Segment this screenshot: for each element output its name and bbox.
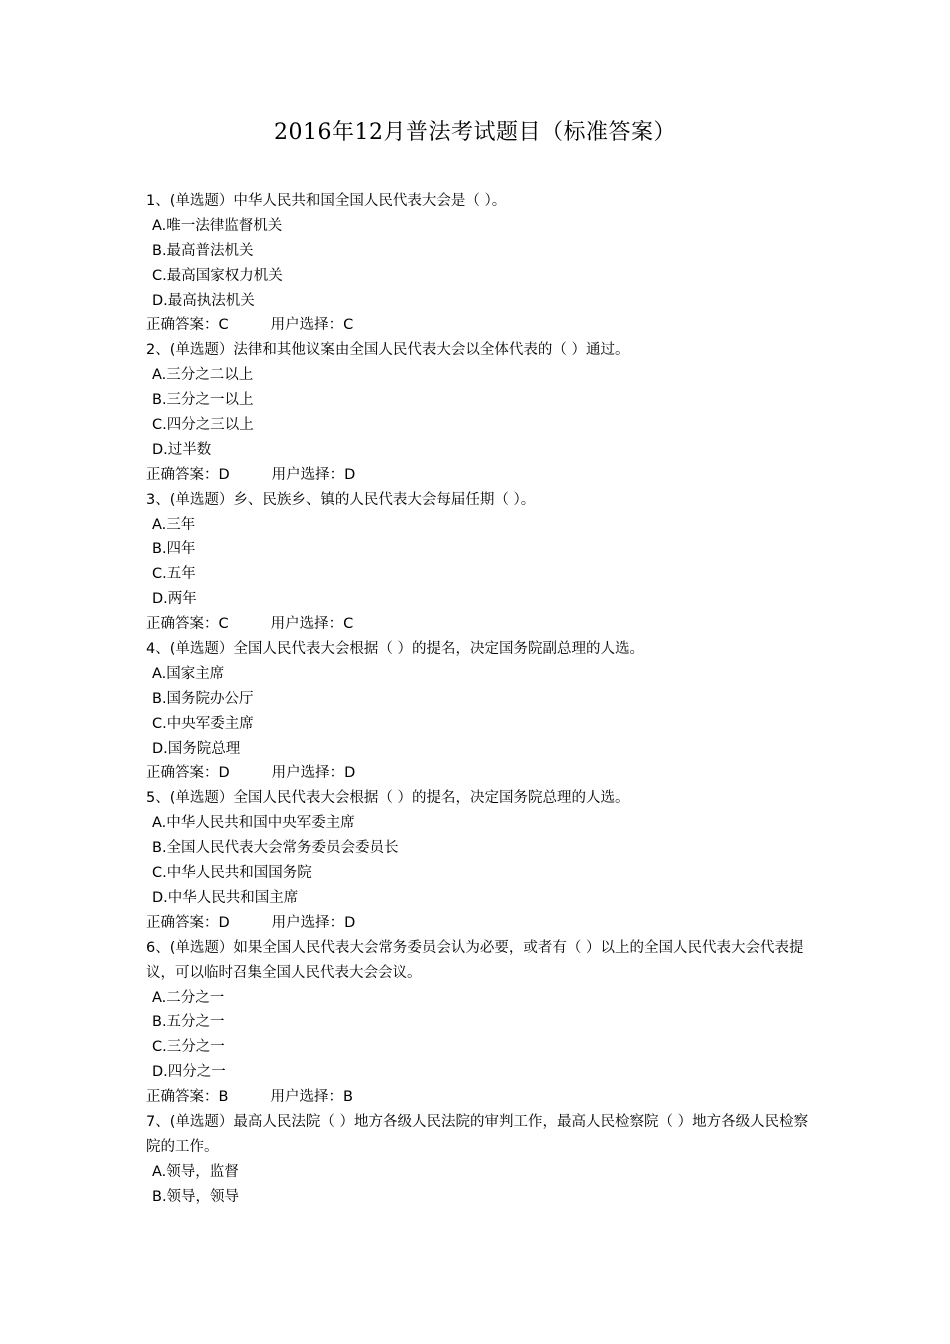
answer-line: [146, 1085, 816, 1110]
correct-answer: D: [218, 914, 230, 931]
correct-answer: C: [218, 616, 229, 633]
question-list: [146, 189, 816, 1210]
answer-label: 正确答案：: [146, 317, 219, 334]
option-d: D.中华人民共和国主席: [152, 889, 299, 906]
option-b: B.五分之一: [152, 1014, 225, 1031]
answer-line: [146, 612, 816, 637]
user-answer: D: [344, 914, 356, 931]
option-b: B.领导，领导: [152, 1188, 240, 1205]
option-b: B.国务院办公厅: [152, 690, 254, 707]
option-c: C.中央军委主席: [152, 715, 254, 732]
option-b: B.四年: [152, 541, 196, 558]
user-label: 用户选择：: [270, 317, 344, 334]
correct-answer: C: [218, 317, 229, 334]
user-label: 用户选择：: [271, 765, 345, 782]
option-a: A.三年: [152, 516, 196, 533]
option-a: A.国家主席: [152, 665, 225, 682]
answer-label: 正确答案：: [146, 765, 219, 782]
option-d: D.国务院总理: [152, 740, 241, 757]
question-4: [146, 637, 816, 786]
option-c: C.三分之一: [152, 1039, 225, 1056]
question-text: 6、(单选题）如果全国人民代表大会常务委员会认为必要，或者有（ ）以上的全国人民代表大会代表提议，可以临时召集全国人民代表大会会议。: [146, 939, 804, 981]
correct-answer: D: [218, 466, 230, 483]
option-a: A.二分之一: [152, 989, 225, 1006]
question-text: 7、(单选题）最高人民法院（ ）地方各级人民法院的审判工作，最高人民检察院（ ）地方各级人民检察院的工作。: [146, 1113, 809, 1155]
user-label: 用户选择：: [270, 1089, 343, 1106]
answer-line: [146, 463, 816, 488]
answer-line: [146, 761, 816, 786]
user-answer: D: [344, 466, 356, 483]
question-3: [146, 488, 816, 637]
question-text: 3、(单选题）乡、民族乡、镇的人民代表大会每届任期（ ）。: [146, 491, 536, 508]
option-a: A.中华人民共和国中央军委主席: [152, 815, 355, 832]
page-title: 2016年12月普法考试题目（标准答案）: [274, 120, 676, 145]
option-b: B.最高普法机关: [152, 242, 254, 259]
option-c: C.四分之三以上: [152, 417, 254, 434]
question-text: 5、(单选题）全国人民代表大会根据（ ）的提名，决定国务院总理的人选。: [146, 790, 630, 807]
option-a: A.三分之二以上: [152, 367, 254, 384]
user-answer: D: [344, 765, 356, 782]
option-b: B.三分之一以上: [152, 392, 254, 409]
question-text: 4、(单选题）全国人民代表大会根据（ ）的提名，决定国务院副总理的人选。: [146, 641, 644, 658]
question-text: 1、(单选题）中华人民共和国全国人民代表大会是（ ）。: [146, 193, 507, 209]
answer-label: 正确答案：: [146, 914, 219, 931]
user-answer: B: [342, 1089, 353, 1106]
option-c: C.中华人民共和国国务院: [152, 865, 312, 882]
option-d: D.四分之一: [152, 1064, 226, 1081]
question-text: 2、(单选题）法律和其他议案由全国人民代表大会以全体代表的（ ）通过。: [146, 342, 630, 359]
answer-label: 正确答案：: [146, 466, 219, 483]
answer-label: 正确答案：: [146, 616, 219, 633]
answer-line: [146, 911, 816, 936]
correct-answer: B: [218, 1089, 229, 1106]
user-label: 用户选择：: [270, 616, 344, 633]
option-d: D.过半数: [152, 441, 212, 458]
user-label: 用户选择：: [271, 466, 345, 483]
user-label: 用户选择：: [271, 914, 345, 931]
question-6: [146, 936, 816, 1110]
option-d: D.最高执法机关: [152, 292, 255, 309]
option-a: A.唯一法律监督机关: [152, 217, 283, 234]
question-7: [146, 1110, 816, 1210]
correct-answer: D: [218, 765, 230, 782]
answer-label: 正确答案：: [146, 1089, 219, 1106]
option-d: D.两年: [152, 591, 197, 608]
option-a: A.领导，监督: [152, 1163, 239, 1180]
question-1: [146, 189, 816, 338]
question-2: [146, 338, 816, 487]
answer-line: [146, 313, 816, 338]
option-c: C.最高国家权力机关: [152, 267, 283, 284]
option-c: C.五年: [152, 566, 196, 583]
option-b: B.全国人民代表大会常务委员会委员长: [152, 840, 399, 857]
user-answer: C: [343, 317, 354, 334]
user-answer: C: [343, 616, 354, 633]
question-5: [146, 786, 816, 935]
